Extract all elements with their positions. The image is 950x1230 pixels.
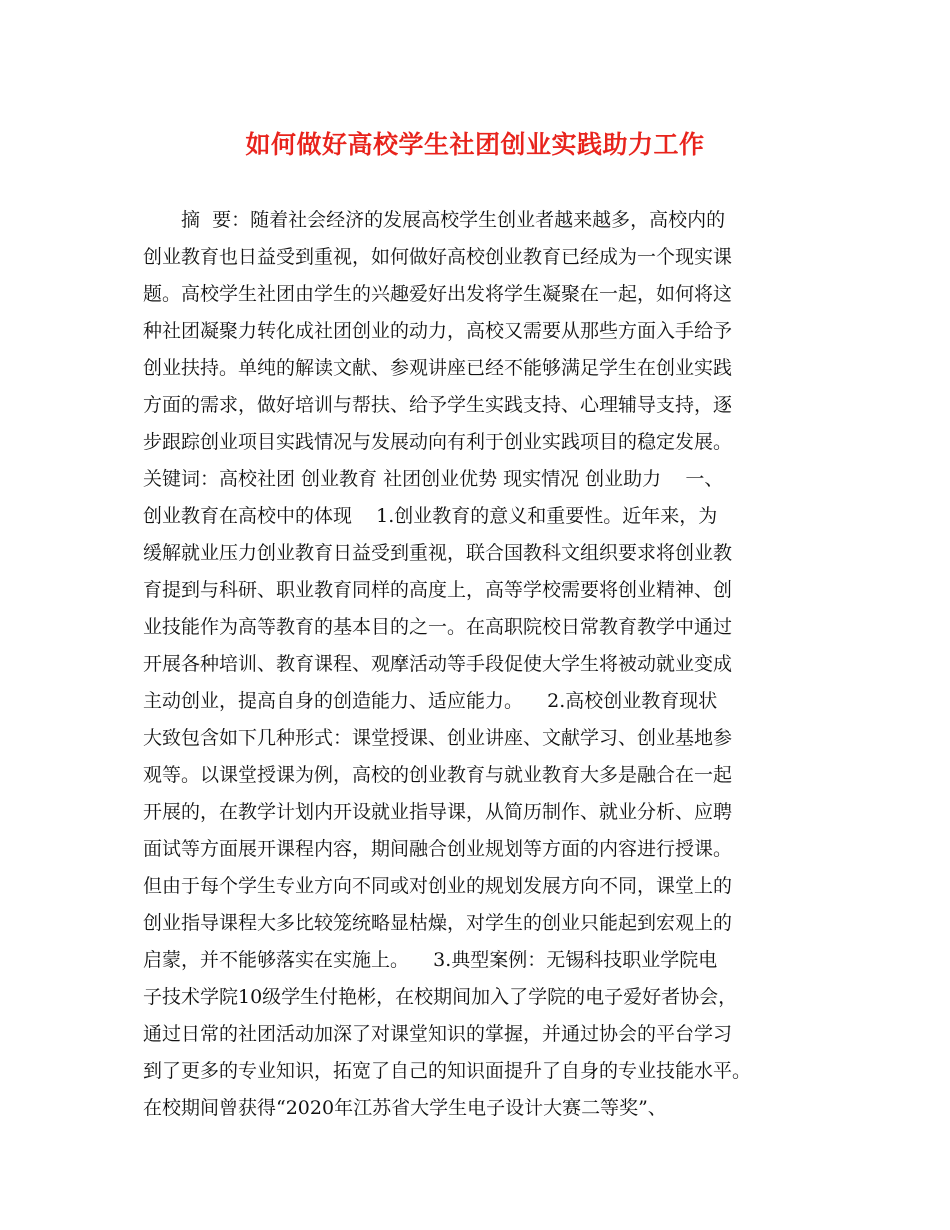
body-line: 启蒙，并不能够落实在实施上。 3.典型案例：无锡科技职业学院电	[143, 949, 718, 971]
body-line: 创业教育在高校中的体现 1.创业教育的意义和重要性。近年来，为	[143, 505, 718, 527]
body-line: 关键词：高校社团 创业教育 社团创业优势 现实情况 创业助力 一、	[143, 468, 724, 490]
body-line: 在校期间曾获得“2020年江苏省大学生电子设计大赛二等奖”、	[143, 1097, 667, 1119]
body-line: 开展各种培训、教育课程、观摩活动等手段促使大学生将被动就业变成	[143, 653, 733, 675]
body-line: 步跟踪创业项目实践情况与发展动向有利于创业实践项目的稳定发展。	[143, 431, 733, 453]
body-line: 缓解就业压力创业教育日益受到重视，联合国教科文组织要求将创业教	[143, 542, 733, 564]
body-line: 面试等方面展开课程内容，期间融合创业规划等方面的内容进行授课。	[143, 838, 733, 860]
body-line: 创业教育也日益受到重视，如何做好高校创业教育已经成为一个现实课	[143, 246, 733, 268]
document-title: 如何做好高校学生社团创业实践助力工作	[245, 130, 705, 159]
body-line: 创业指导课程大多比较笼统略显枯燥，对学生的创业只能起到宏观上的	[143, 912, 733, 934]
body-line: 通过日常的社团活动加深了对课堂知识的掌握，并通过协会的平台学习	[143, 1023, 733, 1045]
body-line: 主动创业，提高自身的创造能力、适应能力。 2.高校创业教育现状	[143, 690, 718, 712]
body-line: 种社团凝聚力转化成社团创业的动力，高校又需要从那些方面入手给予	[143, 320, 733, 342]
body-line: 题。高校学生社团由学生的兴趣爱好出发将学生凝聚在一起，如何将这	[143, 283, 733, 305]
body-line: 创业扶持。单纯的解读文献、参观讲座已经不能够满足学生在创业实践	[143, 357, 733, 379]
body-line: 观等。以课堂授课为例，高校的创业教育与就业教育大多是融合在一起	[143, 764, 733, 786]
body-line: 大致包含如下几种形式：课堂授课、创业讲座、文献学习、创业基地参	[143, 727, 733, 749]
body-line: 摘 要：随着社会经济的发展高校学生创业者越来越多，高校内的	[143, 209, 726, 231]
body-line: 开展的，在教学计划内开设就业指导课，从简历制作、就业分析、应聘	[143, 801, 733, 823]
body-line: 到了更多的专业知识，拓宽了自己的知识面提升了自身的专业技能水平。	[143, 1060, 752, 1082]
body-line: 子技术学院10级学生付艳彬，在校期间加入了学院的电子爱好者协会，	[143, 986, 738, 1008]
body-line: 但由于每个学生专业方向不同或对创业的规划发展方向不同，课堂上的	[143, 875, 733, 897]
document-body	[143, 202, 823, 1127]
body-line: 业技能作为高等教育的基本目的之一。在高职院校日常教育教学中通过	[143, 616, 733, 638]
body-line: 育提到与科研、职业教育同样的高度上，高等学校需要将创业精神、创	[143, 579, 733, 601]
body-line: 方面的需求，做好培训与帮扶、给予学生实践支持、心理辅导支持，逐	[143, 394, 733, 416]
